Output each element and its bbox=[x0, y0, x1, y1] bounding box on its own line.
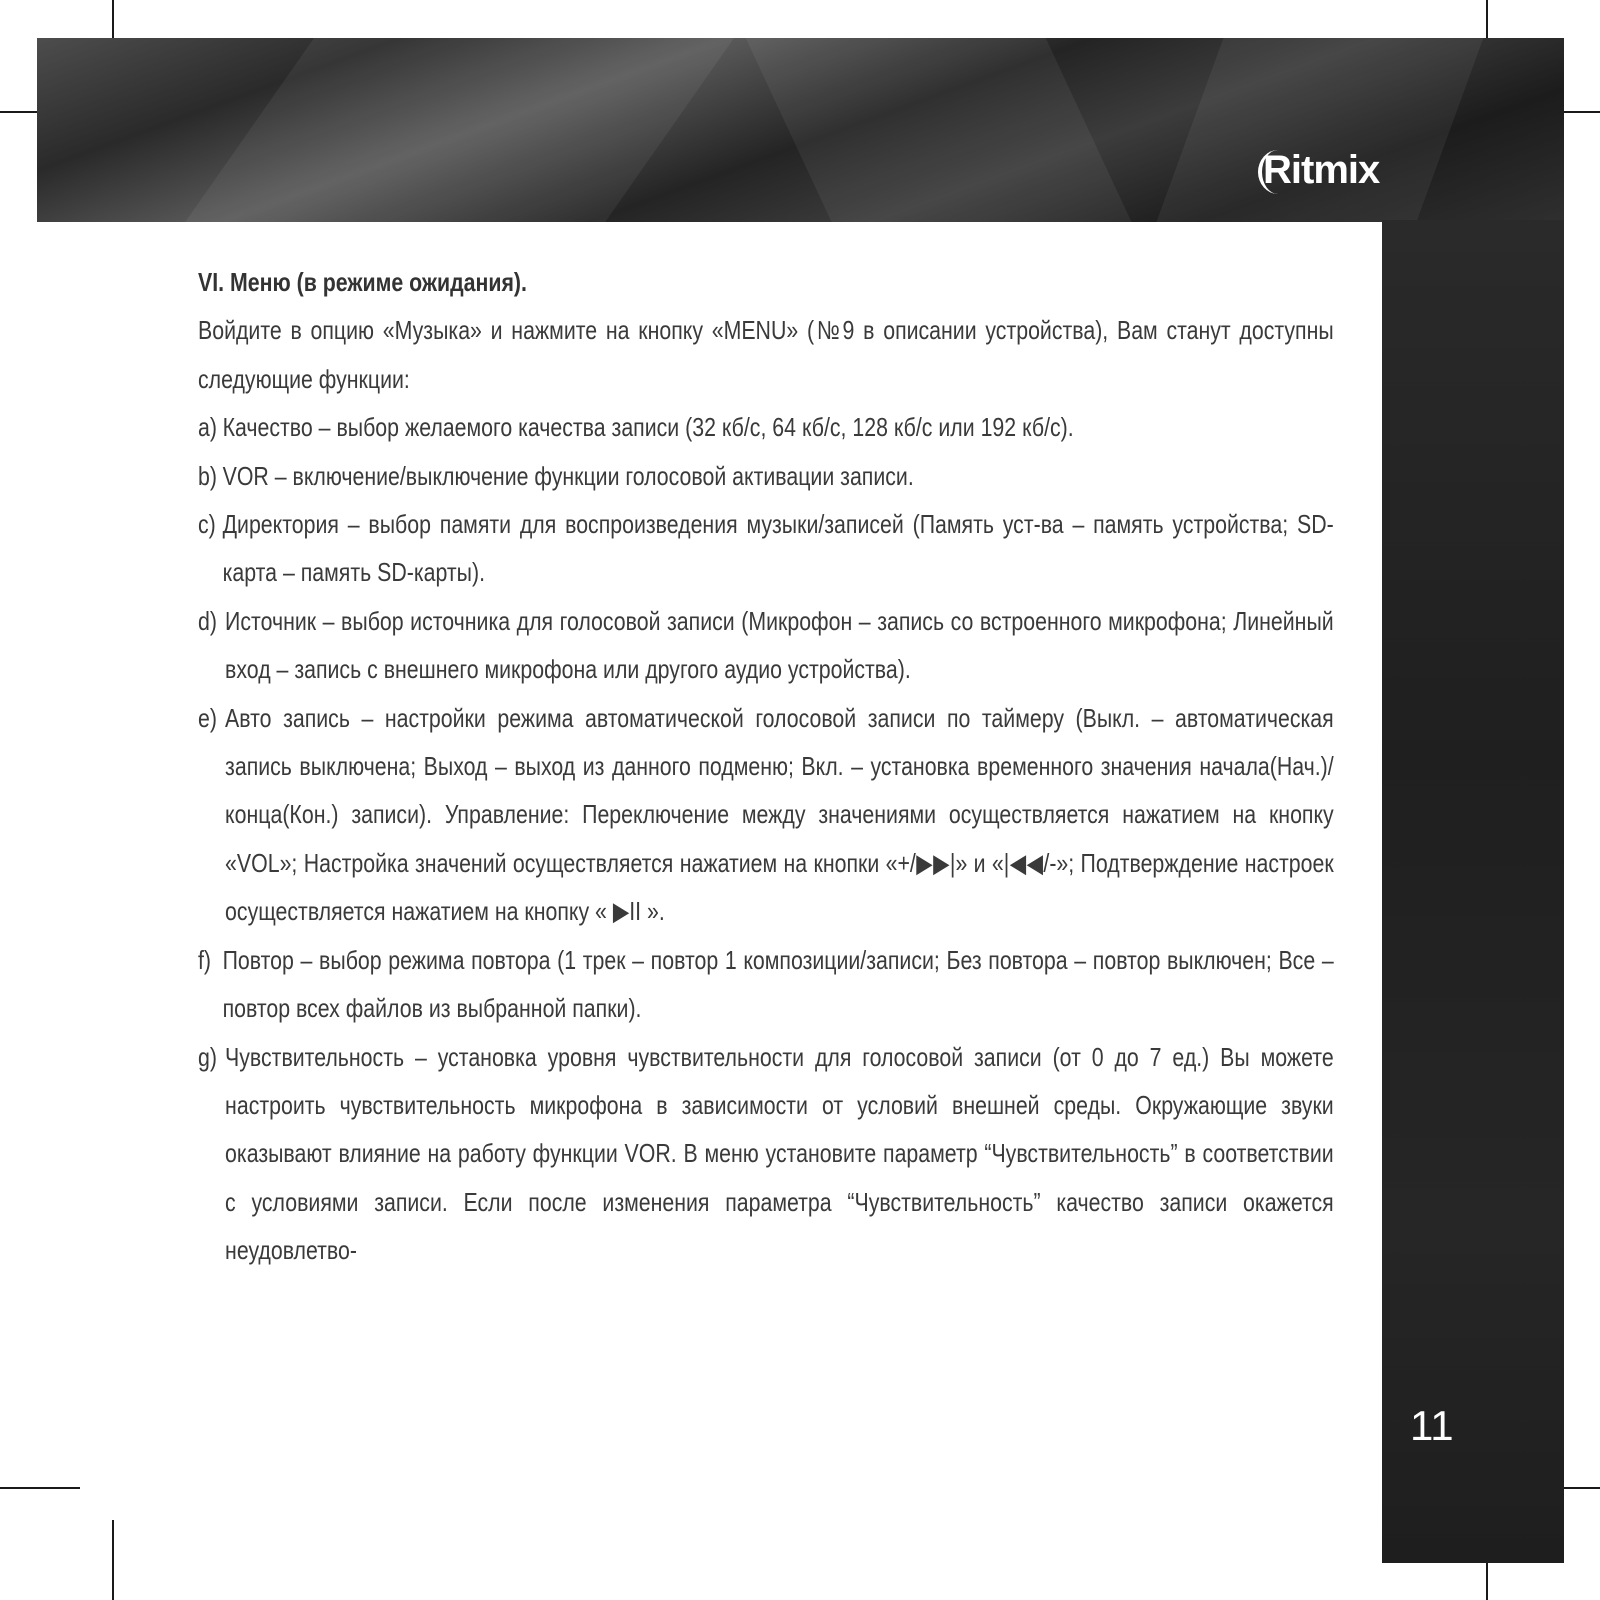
list-item-letter: e) bbox=[198, 702, 217, 733]
brand-logo: Ritmix bbox=[1263, 148, 1380, 192]
list-item-letter: d) bbox=[198, 605, 217, 636]
crop-mark bbox=[112, 1520, 114, 1600]
list-item-text: Авто запись – настройки режима автоматической голосовой записи по таймеру (Выкл. – автоматическая запись выключена; Выход – выход из данного подменю; Вкл. – установка временного значения начала(Нач.)/конца(Кон.) записи). Управление: Переключение между значениями осуществляется нажатием на кнопку «VOL»; Настройка значений осуществляется нажатием на кнопки «+/▶▶|» и «|◀◀/-»; Подтверждение настроек осуществляется нажатием на кнопку « ▶II ». bbox=[225, 702, 1334, 927]
list-item bbox=[198, 403, 1334, 451]
list-item bbox=[198, 694, 1334, 936]
list-item-letter: g) bbox=[198, 1041, 217, 1072]
header-band bbox=[37, 38, 1564, 222]
list-item-letter: c) bbox=[198, 509, 216, 540]
list-item-text: Повтор – выбор режима повтора (1 трек – повтор 1 композиции/записи; Без повтора – повтор выключен; Все – повтор всех файлов из выбранной папки). bbox=[222, 944, 1334, 1024]
crop-mark bbox=[0, 1487, 80, 1489]
list-item-text: VOR – включение/выключение функции голосовой активации записи. bbox=[222, 460, 914, 491]
list-item-letter: a) bbox=[198, 412, 217, 443]
list-item bbox=[198, 500, 1334, 597]
list-item bbox=[198, 452, 1334, 500]
section-heading: VI. Меню (в режиме ожидания). bbox=[198, 267, 527, 297]
list-item-text: Директория – выбор памяти для воспроизведения музыки/записей (Память уст-ва – память устройства; SD-карта – память SD-карты). bbox=[222, 509, 1334, 588]
list-item bbox=[198, 1033, 1334, 1275]
list-item-letter: f) bbox=[198, 944, 212, 975]
list-item-text: Чувствительность – установка уровня чувствительности для голосовой записи (от 0 до 7 ед.) Вы можете настроить чувствительность микрофона в зависимости от условий внешней среды. Окружающие звуки оказывают влияние на работу функции VOR. В меню установите параметр “Чувствительность” в соответствии с условиями записи. Если после изменения параметра “Чувствительность” качество записи окажется неудовлетво- bbox=[225, 1041, 1334, 1266]
page-number: 11 bbox=[1410, 1402, 1454, 1449]
list-item bbox=[198, 597, 1334, 694]
section-content bbox=[198, 258, 1334, 1275]
right-side-band bbox=[1382, 220, 1564, 1563]
list-item-text: Источник – выбор источника для голосовой записи (Микрофон – запись со встроенного микрофона; Линейный вход – запись с внешнего микрофона или другого аудио устройства). bbox=[225, 605, 1334, 685]
list-item bbox=[198, 936, 1334, 1033]
list-item-text: Качество – выбор желаемого качества записи (32 кб/с, 64 кб/с, 128 кб/с или 192 кб/с). bbox=[222, 412, 1074, 443]
section-intro: Войдите в опцию «Музыка» и нажмите на кнопку «MENU» (№9 в описании устройства), Вам станут доступны следующие функции: bbox=[198, 315, 1334, 394]
list-item-letter: b) bbox=[198, 460, 217, 491]
